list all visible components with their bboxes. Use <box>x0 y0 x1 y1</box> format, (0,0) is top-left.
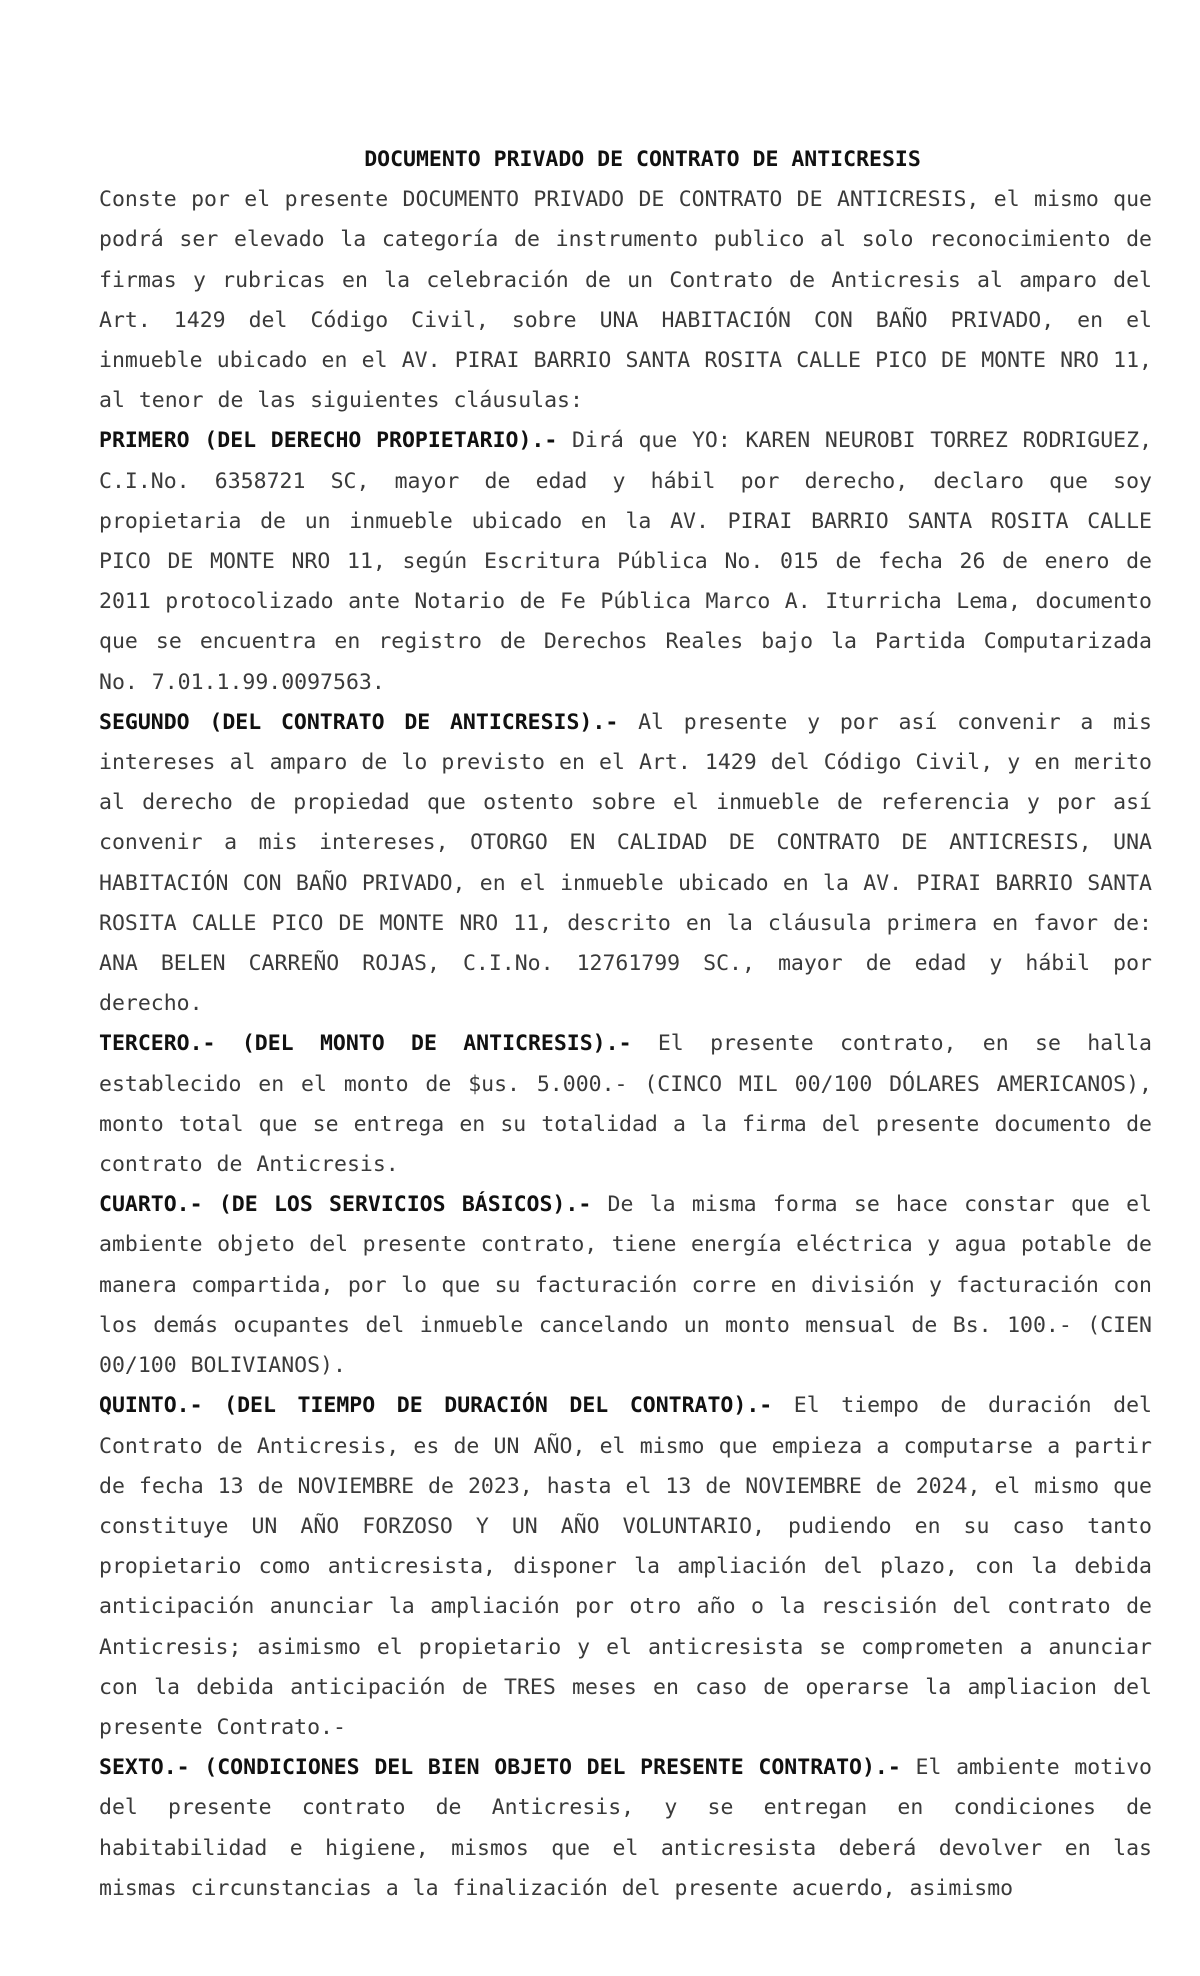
clause-heading: SEGUNDO (DEL CONTRATO DE ANTICRESIS).- <box>99 709 619 735</box>
clause-quinto <box>99 1386 1152 1748</box>
clause-text: El tiempo de duración del Contrato de Anticresis, es de UN AÑO, el mismo que empieza a computarse a partir de fecha 13 de NOVIEMBRE de 2023, hasta el 13 de NOVIEMBRE de 2024, el mismo que constituye UN AÑO FORZOSO Y UN AÑO VOLUNTARIO, pudiendo en su caso tanto propietario como anticresista, disponer la ampliación del plazo, con la debida anticipación anunciar la ampliación por otro año o la rescisión del contrato de Anticresis; asimismo el propietario y el anticresista se comprometen a anunciar con la debida anticipación de TRES meses en caso de operarse la ampliacion del presente Contrato.- <box>99 1393 1152 1740</box>
clause-cuarto <box>99 1185 1152 1386</box>
clause-heading: TERCERO.- (DEL MONTO DE ANTICRESIS).- <box>99 1031 632 1057</box>
clause-text: De la misma forma se hace constar que el ambiente objeto del presente contrato, tiene energía eléctrica y agua potable de manera compartida, por lo que su facturación corre en división y facturación con los demás ocupantes del inmueble cancelando un monto mensual de Bs. 100.- (CIEN 00/100 BOLIVIANOS). <box>99 1192 1152 1379</box>
clause-text: El presente contrato, en se halla establecido en el monto de $us. 5.000.- (CINCO MIL 00/100 DÓLARES AMERICANOS), monto total que se entrega en su totalidad a la firma del presente documento de contrato de Anticresis. <box>99 1031 1152 1178</box>
clause-sexto <box>99 1748 1152 1909</box>
clause-heading: SEXTO.- (CONDICIONES DEL BIEN OBJETO DEL PRESENTE CONTRATO).- <box>99 1755 901 1781</box>
clause-text: Al presente y por así convenir a mis intereses al amparo de lo previsto en el Art. 1429 del Código Civil, y en merito al derecho de propiedad que ostento sobre el inmueble de referencia y por así convenir a mis intereses, OTORGO EN CALIDAD DE CONTRATO DE ANTICRESIS, UNA HABITACIÓN CON BAÑO PRIVADO, en el inmueble ubicado en la AV. PIRAI BARRIO SANTA ROSITA CALLE PICO DE MONTE NRO 11, descrito en la cláusula primera en favor de: ANA BELEN CARREÑO ROJAS, C.I.No. 12761799 SC., mayor de edad y hábil por derecho. <box>99 709 1152 1017</box>
intro-paragraph: Conste por el presente DOCUMENTO PRIVADO DE CONTRATO DE ANTICRESIS, el mismo que podrá ser elevado la categoría de instrumento publico al solo reconocimiento de firmas y rubricas en la celebración de un Contrato de Anticresis al amparo del Art. 1429 del Código Civil, sobre UNA HABITACIÓN CON BAÑO PRIVADO, en el inmueble ubicado en el AV. PIRAI BARRIO SANTA ROSITA CALLE PICO DE MONTE NRO 11, al tenor de las siguientes cláusulas: <box>99 187 1152 414</box>
clause-segundo <box>99 703 1152 1025</box>
clause-heading: PRIMERO (DEL DERECHO PROPIETARIO).- <box>99 428 558 454</box>
clause-primero <box>99 421 1152 702</box>
clause-text: Dirá que YO: KAREN NEUROBI TORREZ RODRIGUEZ, C.I.No. 6358721 SC, mayor de edad y hábil por derecho, declaro que soy propietaria de un inmueble ubicado en la AV. PIRAI BARRIO SANTA ROSITA CALLE PICO DE MONTE NRO 11, según Escritura Pública No. 015 de fecha 26 de enero de 2011 protocolizado ante Notario de Fe Pública Marco A. Iturricha Lema, documento que se encuentra en registro de Derechos Reales bajo la Partida Computarizada No. 7.01.1.99.0097563. <box>99 428 1153 695</box>
clause-heading: QUINTO.- (DEL TIEMPO DE DURACIÓN DEL CONTRATO).- <box>99 1393 773 1419</box>
clause-text: El ambiente motivo del presente contrato de Anticresis, y se entregan en condiciones de habitabilidad e higiene, mismos que el anticresista deberá devolver en las mismas circunstancias a la finalización del presente acuerdo, asimismo <box>99 1755 1152 1901</box>
clause-tercero <box>99 1024 1152 1185</box>
clause-heading: CUARTO.- (DE LOS SERVICIOS BÁSICOS).- <box>99 1192 592 1218</box>
contract-body <box>99 140 1152 1909</box>
document-title: DOCUMENTO PRIVADO DE CONTRATO DE ANTICRESIS <box>364 147 921 172</box>
